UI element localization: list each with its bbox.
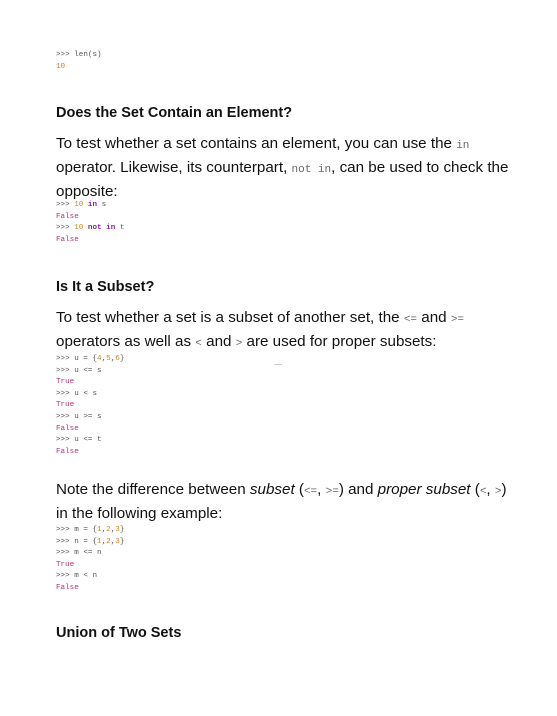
paragraph-note: Note the difference between subset (<=, >=) and proper subset (<, >) in the following example:	[56, 481, 507, 522]
code-token: True	[56, 401, 75, 410]
code-token: ,	[101, 355, 107, 363]
code-token: >>> len(s)	[56, 51, 102, 59]
code-line	[56, 548, 124, 560]
code-line	[56, 377, 124, 389]
paragraph-contains: To test whether a set contains an element, you can use the in operator. Likewise, its counterpart, not in, can be used to check the opposite:	[56, 135, 509, 200]
code-token: 2	[106, 537, 111, 546]
code-token: True	[56, 560, 75, 569]
paragraph-subset: To test whether a set is a subset of another set, the <= and >= operators as well as < and > are used for proper subsets:	[56, 309, 465, 350]
code-token: False	[56, 583, 79, 592]
code-token: 6	[115, 355, 120, 363]
code-token: 10	[56, 62, 66, 71]
code-line	[56, 412, 124, 424]
code-block-note	[56, 525, 124, 595]
code-token: 3	[115, 526, 120, 534]
code-token: 1	[97, 526, 102, 534]
code-token: False	[56, 235, 79, 244]
inline-code-ge: >=	[450, 314, 465, 326]
code-line	[56, 50, 102, 62]
code-line	[56, 583, 124, 595]
code-token: 3	[115, 537, 120, 546]
code-token: >>> u <= s	[56, 366, 102, 375]
code-line	[56, 212, 124, 224]
code-line	[56, 571, 124, 583]
code-token: >>> m = {	[56, 526, 98, 534]
code-token: in	[87, 201, 98, 209]
code-line	[56, 62, 102, 74]
code-token: ,	[110, 526, 116, 534]
code-token: }	[119, 537, 125, 546]
heading-subset: Is It a Subset?	[56, 279, 155, 295]
divider-mark	[274, 364, 282, 365]
code-block-len	[56, 50, 102, 73]
code-token: False	[56, 424, 79, 433]
inline-code-gt: >	[235, 338, 243, 350]
code-token: ,	[101, 537, 107, 546]
code-line	[56, 223, 124, 235]
code-token: >>>	[56, 201, 75, 209]
code-block-subset	[56, 354, 124, 458]
heading-contains: Does the Set Contain an Element?	[56, 105, 293, 121]
code-token: >>> u >= s	[56, 412, 102, 421]
code-line	[56, 435, 124, 447]
inline-code-lt: <	[195, 338, 202, 350]
code-token: 5	[106, 355, 111, 363]
code-token: >>> u = {	[56, 355, 98, 363]
code-token: }	[119, 526, 125, 534]
code-token: s	[97, 201, 107, 209]
code-token: }	[119, 355, 125, 363]
heading-union: Union of Two Sets	[56, 625, 182, 641]
code-token: >>> u <= t	[56, 436, 102, 445]
code-line	[56, 424, 124, 436]
code-token: 10	[74, 201, 84, 209]
code-token: 4	[97, 355, 102, 363]
code-token: False	[56, 447, 79, 456]
code-line	[56, 200, 124, 212]
code-token: 10	[74, 224, 84, 233]
code-token: t	[115, 224, 125, 233]
code-token: ,	[110, 355, 116, 363]
code-line	[56, 447, 124, 459]
code-token: 2	[106, 526, 111, 534]
code-token: ,	[110, 537, 116, 546]
code-line	[56, 366, 124, 378]
inline-code-in: in	[456, 140, 470, 152]
code-token: True	[56, 378, 75, 387]
code-token: >>> m <= n	[56, 549, 102, 558]
code-token: >>>	[56, 224, 75, 233]
code-line	[56, 537, 124, 549]
code-token: not	[87, 224, 102, 233]
code-token: in	[106, 224, 116, 233]
code-token: ,	[101, 526, 107, 534]
code-block-contains	[56, 200, 124, 246]
inline-code-not-in: not in	[291, 164, 332, 176]
code-token: False	[56, 212, 79, 221]
code-line	[56, 400, 124, 412]
code-token: >>> n = {	[56, 537, 98, 546]
code-line	[56, 354, 124, 366]
code-token: >>> m < n	[56, 572, 98, 581]
code-line	[56, 235, 124, 247]
code-line	[56, 560, 124, 572]
code-token: >>> u < s	[56, 389, 98, 398]
code-token: 1	[97, 537, 102, 546]
code-line	[56, 525, 124, 537]
inline-code-le: <=	[403, 314, 418, 326]
code-line	[56, 389, 124, 401]
